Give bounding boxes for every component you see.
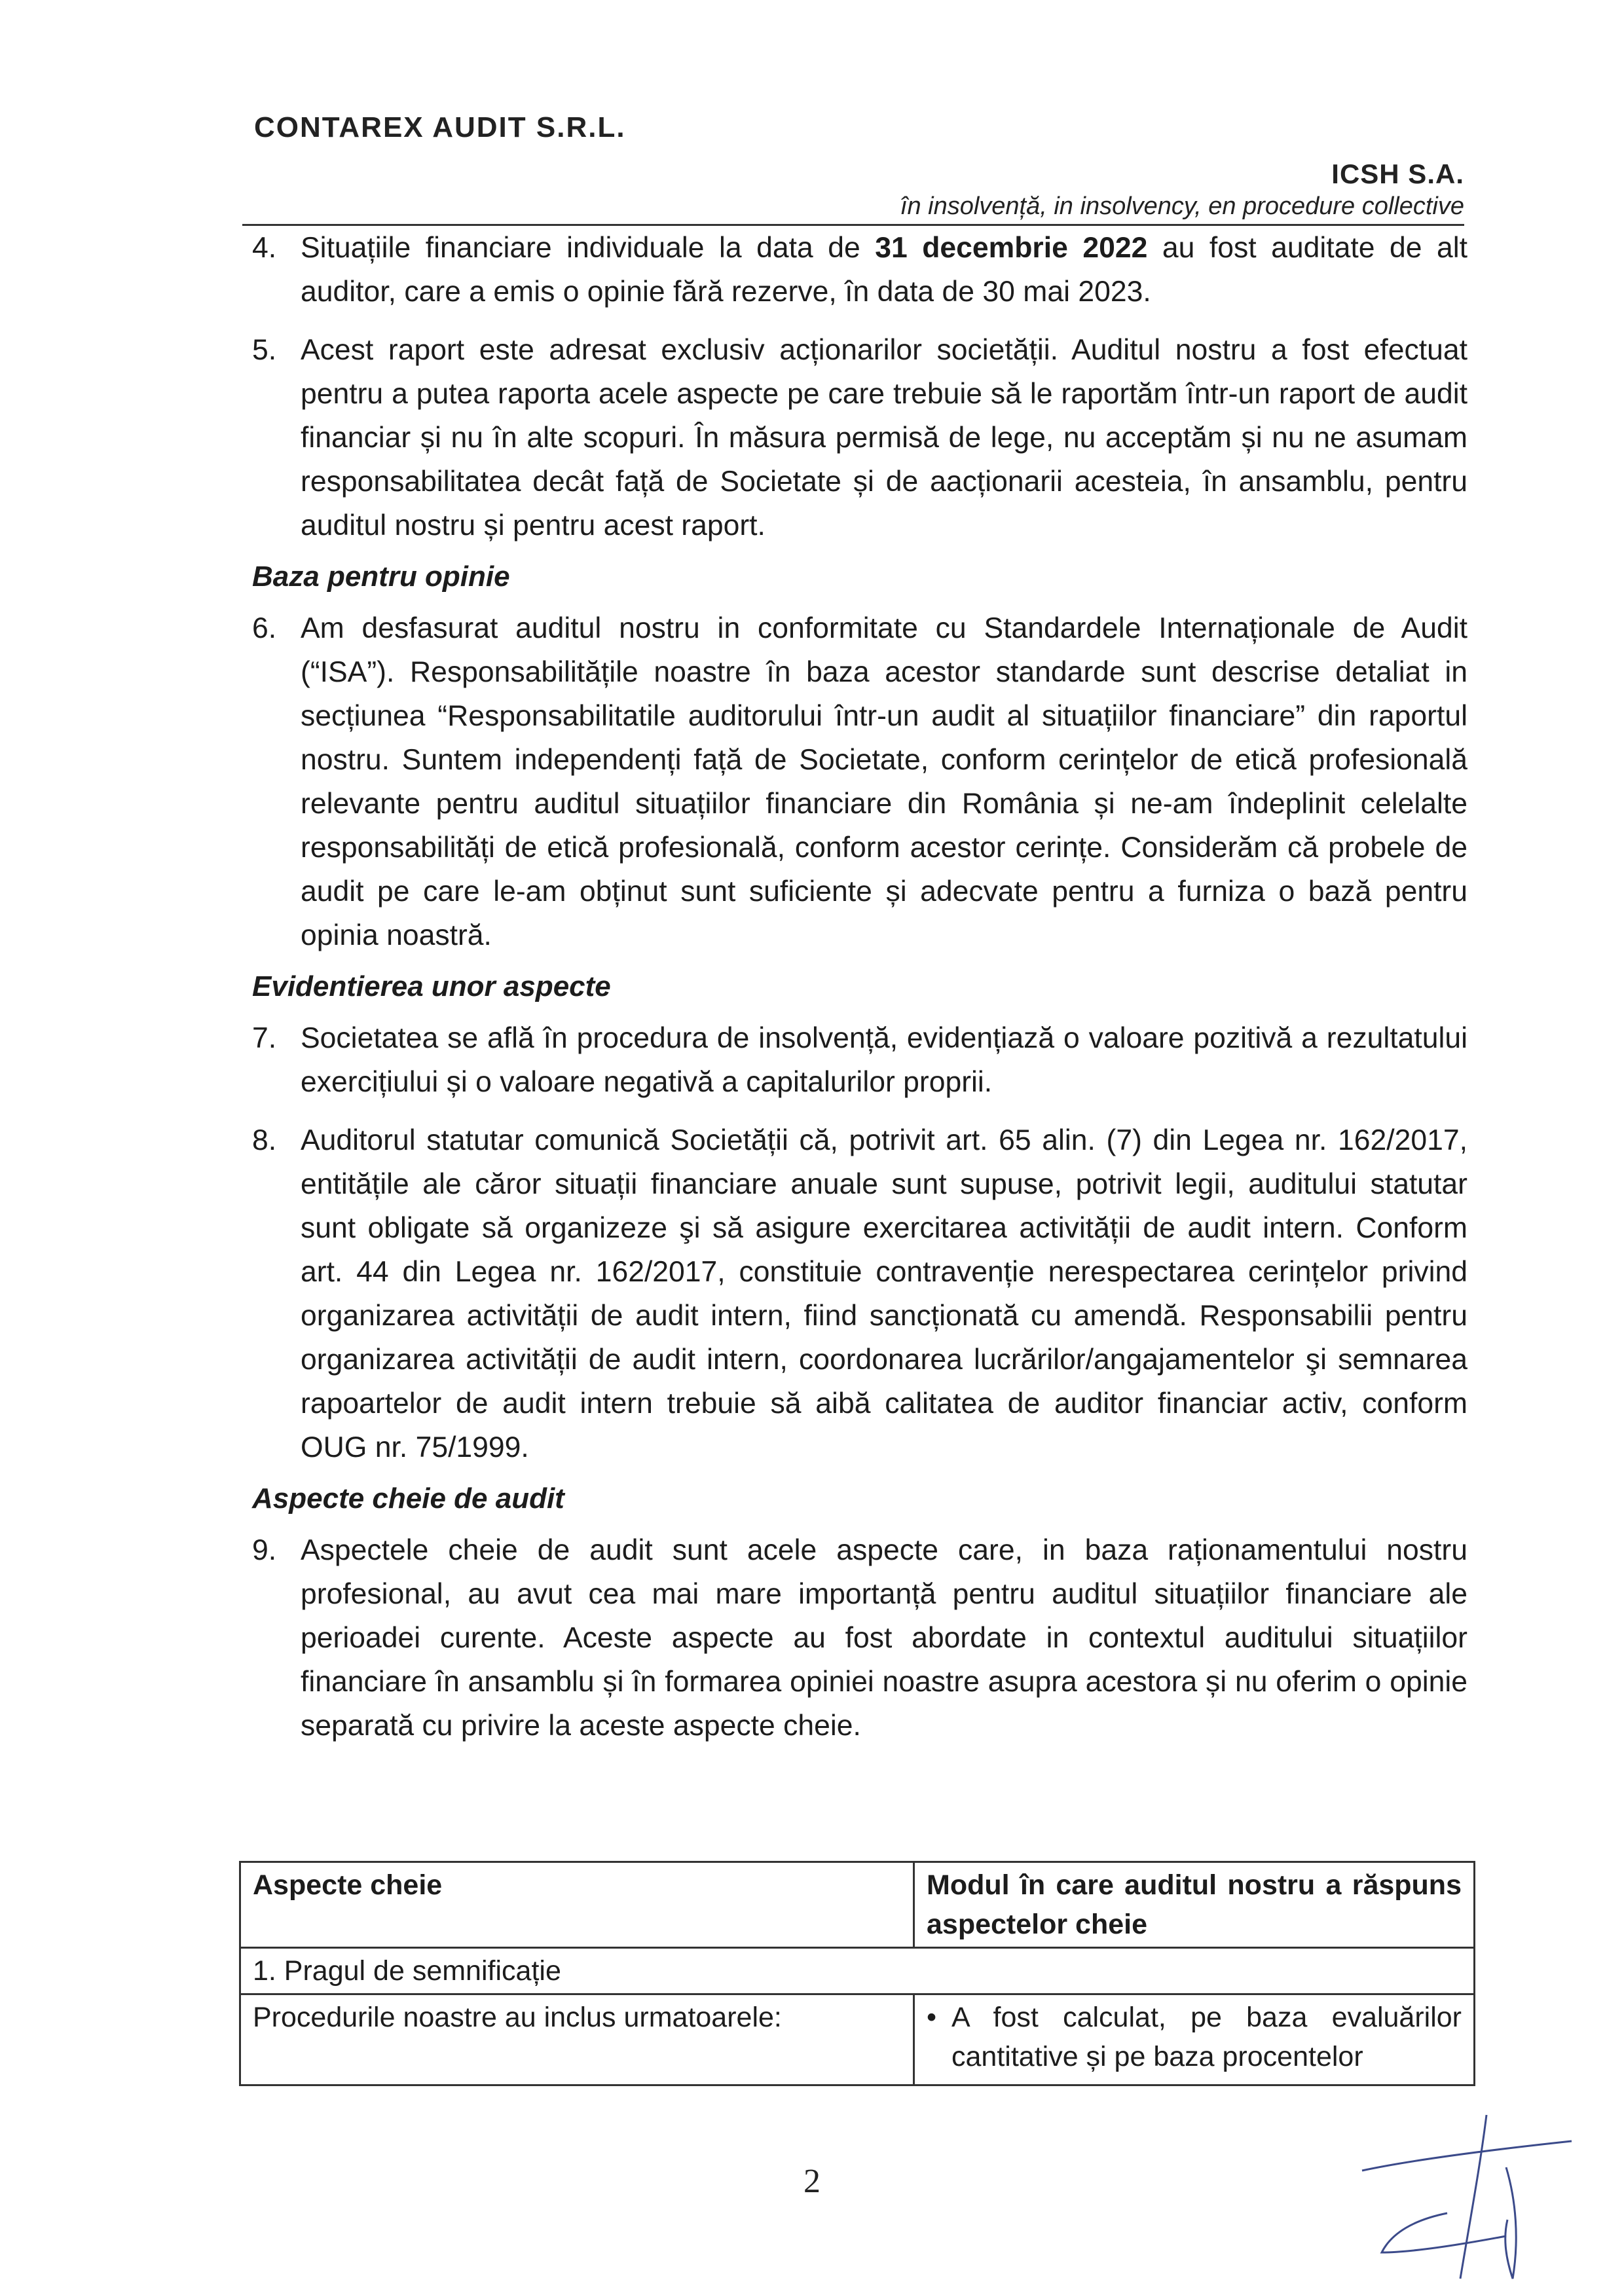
client-company-name: ICSH S.A. xyxy=(1331,158,1464,189)
paragraph-number: 5. xyxy=(252,334,277,366)
paragraph-number: 8. xyxy=(252,1124,277,1156)
paragraph-6 xyxy=(252,606,1467,957)
paragraph-7 xyxy=(252,1016,1467,1104)
paragraph-text-part: au fost auditate de alt auditor, care a emis o opinie fără rezerve, în data de 30 mai 2023. xyxy=(301,232,1467,308)
table-header-cell: Modul în care auditul nostru a răspuns aspectelor cheie xyxy=(914,1862,1475,1948)
paragraph-text: Societatea se află în procedura de insolvență, evidențiază o valoare pozitivă a rezultatului exercițiului și o valoare negativă a capitalurilor proprii. xyxy=(301,1022,1467,1098)
handwritten-signature xyxy=(1356,2089,1578,2285)
report-body xyxy=(252,226,1467,1748)
key-audit-matters-table xyxy=(239,1861,1475,2086)
section-title-emphasis: Evidentierea unor aspecte xyxy=(252,970,611,1002)
table-header-row xyxy=(240,1862,1475,1948)
paragraph-text-part: Situațiile financiare individuale la data de xyxy=(301,232,876,264)
paragraph-5 xyxy=(252,328,1467,547)
paragraph-number: 4. xyxy=(252,232,277,264)
paragraph-number: 7. xyxy=(252,1022,277,1054)
paragraph-8 xyxy=(252,1118,1467,1469)
table-row xyxy=(240,1994,1475,2085)
client-insolvency-subtitle: în insolvență, in insolvency, en procedure collective xyxy=(900,193,1464,220)
paragraph-text: Acest raport este adresat exclusiv acționarilor societății. Auditul nostru a fost efectuat pentru a putea raporta acele aspecte pe care trebuie să le raportăm într-un raport de audit financiar și nu în alte scopuri. În măsura permisă de lege, nu acceptăm și nu ne asumam responsabilitatea decât față de Societate și de aacționarii acesteia, în ansamblu, pentru auditul nostru și pentru acest raport. xyxy=(301,334,1467,542)
paragraph-text xyxy=(301,226,1467,314)
paragraph-text: Am desfasurat auditul nostru in conformitate cu Standardele Internaționale de Audit (“ISA”). Responsabilitățile noastre în baza acestor standarde sunt descrise detaliat in secțiunea “Responsabilitatile auditorului într-un audit al situațiilor financiare” din raportul nostru. Suntem independenți față de Societate, conform cerințelor de etică profesională relevante pentru auditul situațiilor financiare din România și ne-am îndeplinit celelalte responsabilități de etică profesională, conform acestor cerințe. Considerăm că probele de audit pe care le-am obținut sunt suficiente și adecvate pentru a furniza o bază pentru opinia noastră. xyxy=(301,612,1467,951)
section-title-key-matters: Aspecte cheie de audit xyxy=(252,1482,564,1515)
table-header-cell: Aspecte cheie xyxy=(240,1862,914,1948)
paragraph-number: 6. xyxy=(252,612,277,644)
section-title-basis: Baza pentru opinie xyxy=(252,560,510,593)
table-cell xyxy=(914,1994,1475,2085)
paragraph-text: Aspectele cheie de audit sunt acele aspecte care, in baza raționamentului nostru profesional, au avut cea mai mare importanță pentru auditul situațiilor financiare ale perioadei curente. Aceste aspecte au fost abordate in contextul auditului situațiilor financiare în ansamblu și în formarea opiniei noastre asupra acestora și nu oferim o opinie separată cu privire la aceste aspecte cheie. xyxy=(301,1534,1467,1742)
table-cell: 1. Pragul de semnificație xyxy=(240,1948,1475,1994)
auditor-company-name: CONTAREX AUDIT S.R.L. xyxy=(254,111,626,143)
table-row xyxy=(240,1948,1475,1994)
table-cell: Procedurile noastre au inclus urmatoarele: xyxy=(240,1994,914,2085)
bullet-icon: • xyxy=(927,2002,937,2033)
paragraph-number: 9. xyxy=(252,1534,277,1566)
bullet-text: A fost calculat, pe baza evaluărilor cantitative și pe baza procentelor xyxy=(951,2002,1462,2072)
paragraph-text: Auditorul statutar comunică Societății că, potrivit art. 65 alin. (7) din Legea nr. 162/2017, entitățile ale căror situații financiare anuale sunt supuse, potrivit legii, auditului statutar sunt obligate să organizeze şi să asigure exercitarea activității de audit intern. Conform art. 44 din Legea nr. 162/2017, constituie contravenție nerespectarea cerințelor privind organizarea activității de audit intern, fiind sancționată cu amendă. Responsabilii pentru organizarea activității de audit intern, coordonarea lucrărilor/angajamentelor şi semnarea rapoartelor de audit intern trebuie să aibă calitatea de auditor financiar activ, conform OUG nr. 75/1999. xyxy=(301,1124,1467,1463)
paragraph-date-bold: 31 decembrie 2022 xyxy=(875,232,1148,264)
paragraph-4 xyxy=(252,226,1467,314)
bullet-item xyxy=(927,1998,1462,2076)
page-number: 2 xyxy=(803,2163,821,2200)
paragraph-9 xyxy=(252,1528,1467,1748)
